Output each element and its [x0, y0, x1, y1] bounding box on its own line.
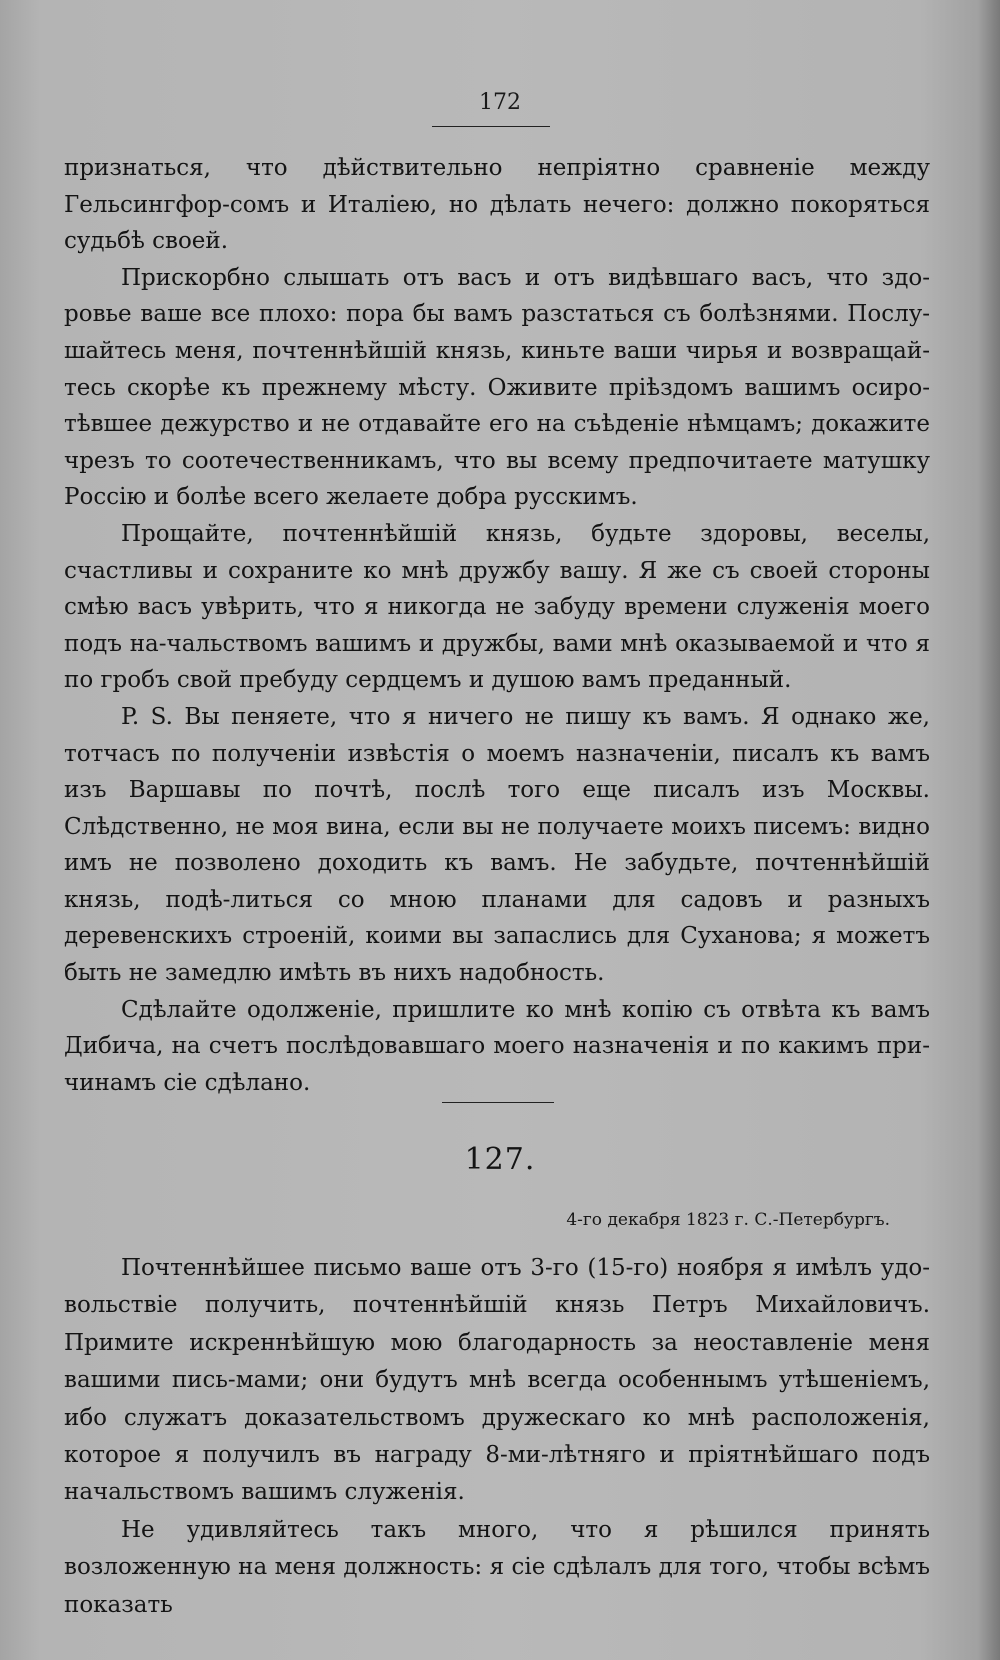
letter-number: 127. — [464, 1142, 536, 1177]
letter-126-continuation — [64, 150, 930, 1101]
page-number: 172 — [479, 90, 521, 115]
paragraph: Почтеннѣйшее письмо ваше отъ 3-го (15-го) ноября я имѣлъ удо-вольствіе получить, почтеннѣйшій князь Петръ Михайловичъ. Примите искреннѣйшую мою благодарность за неоставленіе меня вашими пись-мами; они будутъ мнѣ всегда особеннымъ утѣшеніемъ, ибо служатъ доказательствомъ дружескаго ко мнѣ расположенія, которое я получилъ въ награду 8-ми-лѣтняго и пріятнѣйшаго подъ начальствомъ вашимъ служенія. — [64, 1255, 930, 1506]
paragraph: Сдѣлайте одолженіе, пришлите ко мнѣ копію съ отвѣта къ вамъ Дибича, на счетъ послѣдовавшаго моего назначенія и по какимъ при-чинамъ сіе сдѣлано. — [64, 996, 930, 1096]
page-edge-shadow — [978, 0, 1000, 1660]
dateline: 4-го декабря 1823 г. С.-Петербургъ. — [566, 1210, 890, 1230]
paragraph: P. S. Вы пеняете, что я ничего не пишу къ вамъ. Я однако же, тотчасъ по полученіи извѣстія о моемъ назначеніи, писалъ къ вамъ изъ Варшавы по почтѣ, послѣ того еще писалъ изъ Москвы. Слѣдственно, не моя вина, если вы не получаете моихъ писемъ: видно имъ не позволено доходить къ вамъ. Не забудьте, почтеннѣйшій князь, подѣ-литься со мною планами для садовъ и разныхъ деревенскихъ строеній, коими вы запаслись для Суханова; я можетъ быть не замедлю имѣть въ нихъ надобность. — [64, 703, 930, 987]
header-rule — [432, 126, 550, 127]
paragraph: Не удивляйтесь такъ много, что я рѣшился принять возложенную на меня должность: я сіе сдѣлалъ для того, чтобы всѣмъ показать — [64, 1516, 930, 1618]
paragraph: Прискорбно слышать отъ васъ и отъ видѣвшаго васъ, что здо-ровье ваше все плохо: пора бы вамъ разстаться съ болѣзнями. Послу-шайтесь меня, почтеннѣйшій князь, киньте ваши чирья и возвращай-тесь скорѣе къ прежнему мѣсту. Оживите пріѣздомъ вашимъ осиро-тѣвшее дежурство и не отдавайте его на съѣденіе нѣмцамъ; докажите чрезъ то соотечественникамъ, что вы всему предпочитаете матушку Россію и болѣе всего желаете добра русскимъ. — [64, 264, 930, 511]
letter-127-body — [64, 1250, 930, 1624]
paragraph: признаться, что дѣйствительно непріятно сравненіе между Гельсингфор-сомъ и Италіею, но дѣлать нечего: должно покоряться судьбѣ своей. — [64, 155, 930, 255]
section-divider — [442, 1102, 554, 1103]
paragraph: Прощайте, почтеннѣйшій князь, будьте здоровы, веселы, счастливы и сохраните ко мнѣ дружбу вашу. Я же съ своей стороны смѣю васъ увѣрить, что я никогда не забуду времени служенія моего подъ на-чальствомъ вашимъ и дружбы, вами мнѣ оказываемой и что я по гробъ свой пребуду сердцемъ и душою вамъ преданный. — [64, 520, 930, 694]
